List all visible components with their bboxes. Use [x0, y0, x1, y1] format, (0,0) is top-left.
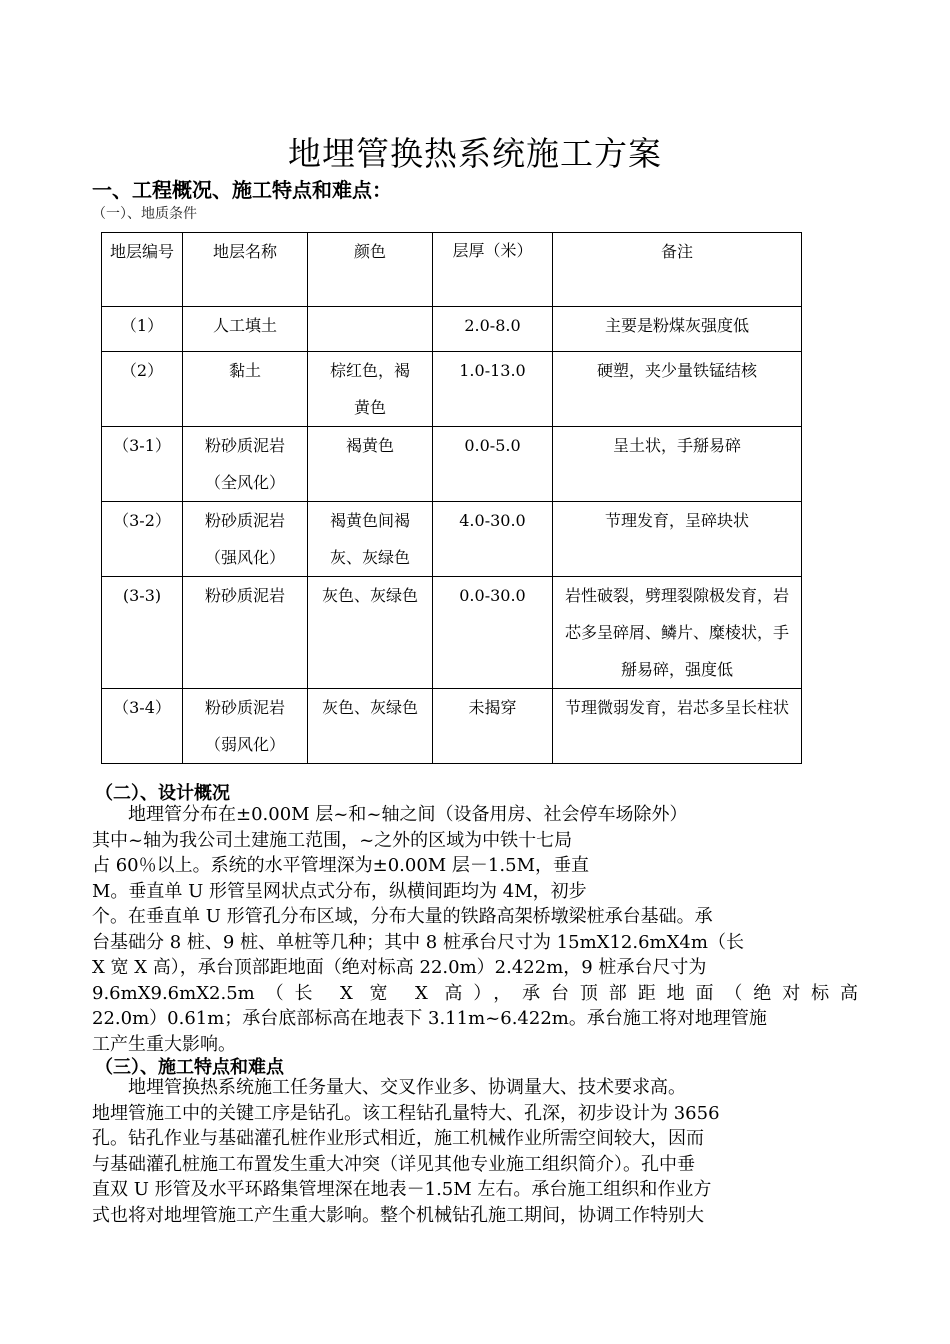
table-cell: 主要是粉煤灰强度低: [553, 307, 802, 352]
text-line: 与基础灌孔桩施工布置发生重大冲突（详见其他专业施工组织简介）。孔中垂: [92, 1153, 695, 1175]
table-row: [102, 577, 802, 689]
text-line: 其中~轴为我公司土建施工范围，~之外的区域为中铁十七局: [92, 829, 573, 851]
section-2-heading: （二）、设计概况: [95, 783, 230, 804]
geology-table: [101, 232, 802, 764]
section-3-paragraph: [92, 1075, 858, 1228]
table-cell: 灰色、灰绿色: [308, 577, 433, 689]
text-line: 台基础分 8 桩、9 桩、单桩等几种；其中 8 桩承台尺寸为 15mX12.6mX4m（长: [92, 931, 744, 953]
table-cell: 0.0-5.0: [433, 427, 553, 502]
table-row: [102, 307, 802, 352]
header-cell: 地层名称: [183, 233, 308, 307]
table-row: [102, 689, 802, 764]
text-line: 9.6mX9.6mX2.5m（长 X 宽 X 高），承台顶部距地面（绝对标高: [92, 982, 858, 1004]
table-cell: 粉砂质泥岩（全风化）: [183, 427, 308, 502]
text-line: 式也将对地埋管施工产生重大影响。整个机械钻孔施工期间，协调工作特别大: [92, 1204, 704, 1226]
table-cell: [308, 307, 433, 352]
text-line: 工产生重大影响。: [92, 1033, 236, 1055]
section-3-heading: （三）、施工特点和难点: [95, 1057, 284, 1078]
table-cell: 人工填土: [183, 307, 308, 352]
text-line: M。垂直单 U 形管呈网状点式分布，纵横间距均为 4M，初步: [92, 880, 587, 902]
header-cell: 层厚（米）: [433, 233, 553, 307]
table-cell: 粉砂质泥岩（弱风化）: [183, 689, 308, 764]
table-header-row: [102, 233, 802, 307]
table-cell: 棕红色，褐黄色: [308, 352, 433, 427]
table-row: [102, 427, 802, 502]
table-cell: 2.0-8.0: [433, 307, 553, 352]
overlay-mask: [688, 813, 868, 897]
text-line: 地埋管换热系统施工任务量大、交叉作业多、协调量大、技术要求高。: [92, 1077, 686, 1098]
table-row: [102, 352, 802, 427]
table-cell: （3-2）: [102, 502, 183, 577]
table-cell: 节理发育，呈碎块状: [553, 502, 802, 577]
section-1-heading: 一、工程概况、施工特点和难点：: [92, 178, 392, 202]
table-cell: 硬塑，夹少量铁锰结核: [553, 352, 802, 427]
table-cell: 未揭穿: [433, 689, 553, 764]
text-line: X 宽 X 高），承台顶部距地面（绝对标高 22.0m）2.422m，9 桩承台尺寸为: [92, 957, 707, 978]
document-title: 地埋管换热系统施工方案: [288, 134, 662, 173]
text-line: 22.0m）0.61m；承台底部标高在地表下 3.11m~6.422m。承台施工将对地理管施: [92, 1008, 767, 1029]
table-cell: 褐黄色: [308, 427, 433, 502]
table-cell: 灰色、灰绿色: [308, 689, 433, 764]
table-cell: 节理微弱发育，岩芯多呈长柱状: [553, 689, 802, 764]
table-cell: 呈土状，手掰易碎: [553, 427, 802, 502]
subsection-geology-heading: （一）、地质条件: [92, 206, 197, 222]
text-line: 占 60％以上。系统的水平管埋深为±0.00M 层－1.5M，垂直: [92, 855, 589, 876]
text-line: 孔。钻孔作业与基础灌孔桩作业形式相近，施工机械作业所需空间较大，因而: [92, 1128, 704, 1149]
table-cell: （3-1）: [102, 427, 183, 502]
table-cell: 4.0-30.0: [433, 502, 553, 577]
text-line: 地埋管施工中的关键工序是钻孔。该工程钻孔量特大、孔深，初步设计为 3656: [92, 1102, 720, 1124]
text-line: 个。在垂直单 U 形管孔分布区域，分布大量的铁路高架桥墩梁桩承台基础。承: [92, 906, 713, 927]
table-cell: （2）: [102, 352, 183, 427]
text-line: 直双 U 形管及水平环路集管埋深在地表－1.5M 左右。承台施工组织和作业方: [92, 1179, 712, 1200]
table-cell: 岩性破裂，劈理裂隙极发育，岩芯多呈碎屑、鳞片、糜棱状，手掰易碎，强度低: [553, 577, 802, 689]
table-cell: 1.0-13.0: [433, 352, 553, 427]
table-cell: 粉砂质泥岩（强风化）: [183, 502, 308, 577]
table-cell: （1）: [102, 307, 183, 352]
text-line: 地理管分布在±0.00M 层~和~轴之间（设备用房、社会停车场除外）: [92, 804, 688, 825]
table-cell: 0.0-30.0: [433, 577, 553, 689]
header-cell: 颜色: [308, 233, 433, 307]
header-cell: 地层编号: [102, 233, 183, 307]
header-cell: 备注: [553, 233, 802, 307]
table-cell: 褐黄色间褐灰、灰绿色: [308, 502, 433, 577]
table-cell: 粉砂质泥岩: [183, 577, 308, 689]
table-cell: （3-4）: [102, 689, 183, 764]
table-cell: 黏土: [183, 352, 308, 427]
table-row: [102, 502, 802, 577]
table-cell: (3-3): [102, 577, 183, 689]
